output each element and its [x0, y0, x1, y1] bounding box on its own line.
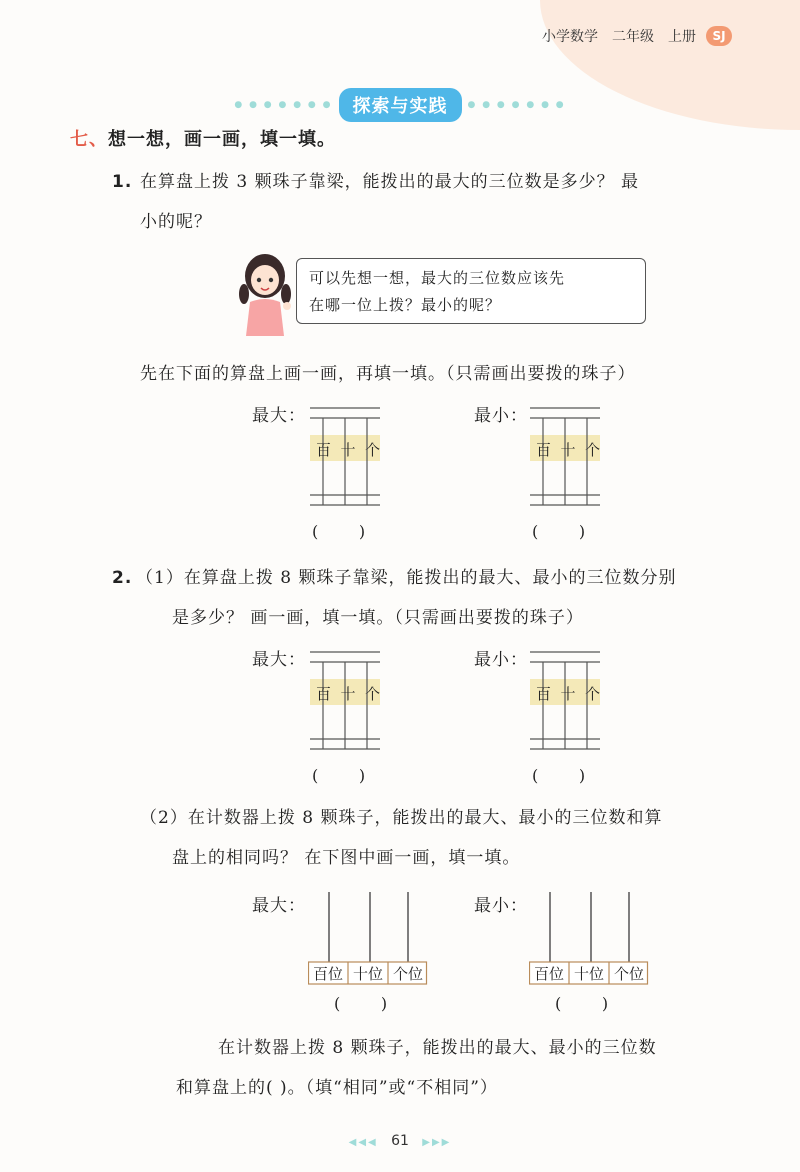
place-hundreds: 百 — [316, 685, 332, 703]
page-number: 61 — [391, 1133, 409, 1149]
q2-counter-min-label: 最小： — [474, 896, 528, 916]
q2-counter-max-label: 最大： — [252, 896, 306, 916]
publisher-badge: SJ — [706, 26, 732, 46]
q2-min-label: 最小： — [474, 650, 528, 670]
counter-min-answer[interactable]: ( ) — [555, 994, 609, 1013]
place-tens: 十 — [560, 441, 576, 459]
abacus-q1-min[interactable] — [530, 405, 600, 519]
counter-place-labels — [308, 963, 428, 984]
place-ones: 个位 — [613, 965, 644, 983]
abacus-frame — [530, 649, 600, 759]
place-ones: 个 — [364, 441, 380, 459]
q2-label: 2. — [112, 568, 133, 588]
q2-part1-line1: （1）在算盘上拨 8 颗珠子靠梁，能拨出的最大、最小的三位数分别 — [136, 568, 677, 588]
place-tens: 十 — [560, 685, 576, 703]
place-tens: 十位 — [352, 965, 383, 983]
arrows-left-icon: ◀◀◀ — [348, 1137, 378, 1148]
counter-min[interactable] — [529, 890, 659, 994]
q1-text-line1: 在算盘上拨 3 颗珠子靠梁，能拨出的最大的三位数是多少？ 最 — [140, 172, 640, 192]
girl-illustration — [232, 250, 298, 336]
q1-min-label: 最小： — [474, 406, 528, 426]
page-footer — [0, 1133, 800, 1149]
q1-label: 1. — [112, 172, 133, 192]
abacus-place-labels — [316, 439, 380, 460]
question-title: 想一想，画一画，填一填。 — [108, 129, 336, 150]
hint-bubble — [296, 258, 646, 324]
abacus-frame — [310, 405, 380, 515]
q2-part2-line2: 盘上的相同吗？ 在下图中画一画，填一填。 — [172, 848, 521, 868]
q2-part1-line2: 是多少？ 画一画，填一填。（只需画出要拨的珠子） — [172, 608, 584, 628]
place-tens: 十 — [340, 685, 356, 703]
section-title: 探索与实践 — [339, 88, 462, 122]
place-hundreds: 百位 — [533, 965, 564, 983]
question-heading — [70, 128, 336, 152]
dots-decoration-right: ● ● ● ● ● ● ● — [467, 100, 566, 110]
q2-part2-line1: （2）在计数器上拨 8 颗珠子，能拨出的最大、最小的三位数和算 — [140, 808, 663, 828]
q1-min-answer[interactable]: ( ) — [532, 522, 586, 541]
abacus-q2-min[interactable] — [530, 649, 600, 763]
place-ones: 个 — [364, 685, 380, 703]
q1-max-label: 最大： — [252, 406, 306, 426]
q2-min-answer[interactable]: ( ) — [532, 766, 586, 785]
q1-max-answer[interactable]: ( ) — [312, 522, 366, 541]
hint-line1: 可以先想一想，最大的三位数应该先 — [309, 269, 566, 287]
section-banner — [0, 88, 800, 122]
place-ones: 个 — [584, 441, 600, 459]
q1-text-line2: 小的呢？ — [140, 212, 212, 232]
question-number: 七、 — [70, 129, 108, 150]
conclusion-line1: 在计数器上拨 8 颗珠子，能拨出的最大、最小的三位数 — [218, 1038, 657, 1058]
place-tens: 十 — [340, 441, 356, 459]
conclusion-line2[interactable]: 和算盘上的( )。（填“相同”或“不相同”） — [176, 1078, 498, 1098]
q1-instruction: 先在下面的算盘上画一画，再填一填。（只需画出要拨的珠子） — [140, 364, 636, 384]
abacus-q2-max[interactable] — [310, 649, 380, 763]
place-ones: 个 — [584, 685, 600, 703]
abacus-place-labels — [536, 439, 600, 460]
header-grade: 二年级 — [612, 29, 654, 45]
header-subject: 小学数学 — [542, 29, 598, 45]
abacus-place-labels — [316, 683, 380, 704]
counter-max-answer[interactable]: ( ) — [334, 994, 388, 1013]
place-hundreds: 百 — [316, 441, 332, 459]
place-tens: 十位 — [573, 965, 604, 983]
abacus-q1-max[interactable] — [310, 405, 380, 519]
q2-max-label: 最大： — [252, 650, 306, 670]
counter-max[interactable] — [308, 890, 438, 994]
page-header — [542, 26, 696, 46]
place-hundreds: 百 — [536, 441, 552, 459]
dots-decoration-left: ● ● ● ● ● ● ● — [234, 100, 333, 110]
abacus-place-labels — [536, 683, 600, 704]
abacus-frame — [530, 405, 600, 515]
place-hundreds: 百位 — [312, 965, 343, 983]
hint-line2: 在哪一位上拨？最小的呢？ — [309, 296, 502, 314]
place-hundreds: 百 — [536, 685, 552, 703]
header-volume: 上册 — [668, 29, 696, 45]
q2-max-answer[interactable]: ( ) — [312, 766, 366, 785]
counter-place-labels — [529, 963, 649, 984]
abacus-frame — [310, 649, 380, 759]
place-ones: 个位 — [392, 965, 423, 983]
arrows-right-icon: ▶▶▶ — [422, 1137, 452, 1148]
